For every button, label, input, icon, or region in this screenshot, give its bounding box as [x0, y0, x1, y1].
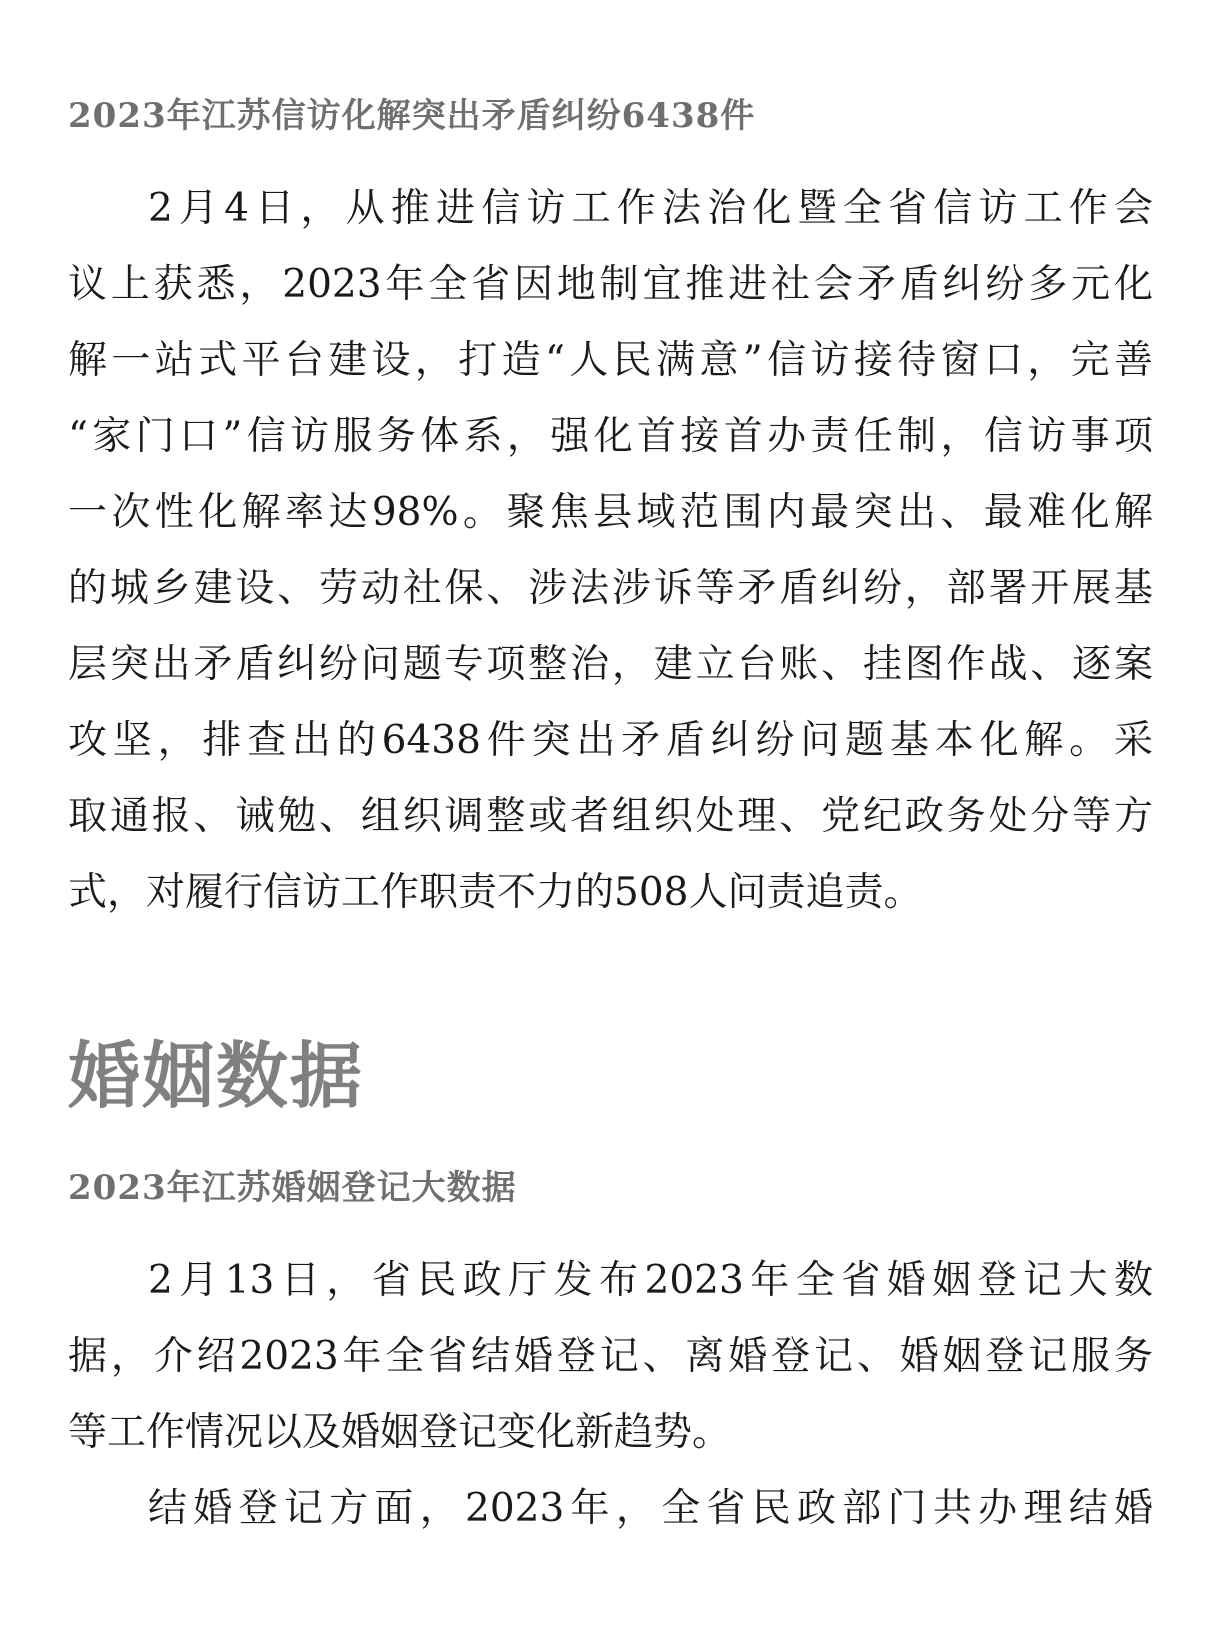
petition-article-title: 2023年江苏信访化解突出矛盾纠纷6438件 [68, 96, 756, 136]
petition-body-line: 议上获悉，2023年全省因地制宜推进社会矛盾纠纷多元化 [68, 262, 1153, 307]
petition-body-line: “家门口”信访服务体系，强化首接首办责任制，信访事项 [68, 414, 1153, 459]
marriage-body-line: 2月13日，省民政厅发布2023年全省婚姻登记大数 [148, 1258, 1153, 1303]
petition-body-line: 的城乡建设、劳动社保、涉法涉诉等矛盾纠纷，部署开展基 [68, 566, 1153, 611]
marriage-body-line: 据，介绍2023年全省结婚登记、离婚登记、婚姻登记服务 [68, 1334, 1153, 1379]
petition-body-line: 攻坚，排查出的6438件突出矛盾纠纷问题基本化解。采 [68, 718, 1153, 763]
petition-body-line: 一次性化解率达98%。聚焦县域范围内最突出、最难化解 [68, 490, 1153, 535]
marriage-body-line: 结婚登记方面，2023年，全省民政部门共办理结婚 [148, 1486, 1153, 1531]
marriage-body-line: 等工作情况以及婚姻登记变化新趋势。 [68, 1410, 732, 1455]
petition-body-line: 取通报、诫勉、组织调整或者组织处理、党纪政务处分等方 [68, 794, 1153, 839]
petition-body-line: 式，对履行信访工作职责不力的508人问责追责。 [68, 870, 923, 915]
petition-body-line: 层突出矛盾纠纷问题专项整治，建立台账、挂图作战、逐案 [68, 642, 1153, 687]
petition-body-line: 2月4日，从推进信访工作法治化暨全省信访工作会 [148, 186, 1153, 231]
petition-body-line: 解一站式平台建设，打造“人民满意”信访接待窗口，完善 [68, 338, 1153, 383]
marriage-article-title: 2023年江苏婚姻登记大数据 [68, 1168, 517, 1208]
section-heading: 婚姻数据 [68, 1034, 365, 1118]
